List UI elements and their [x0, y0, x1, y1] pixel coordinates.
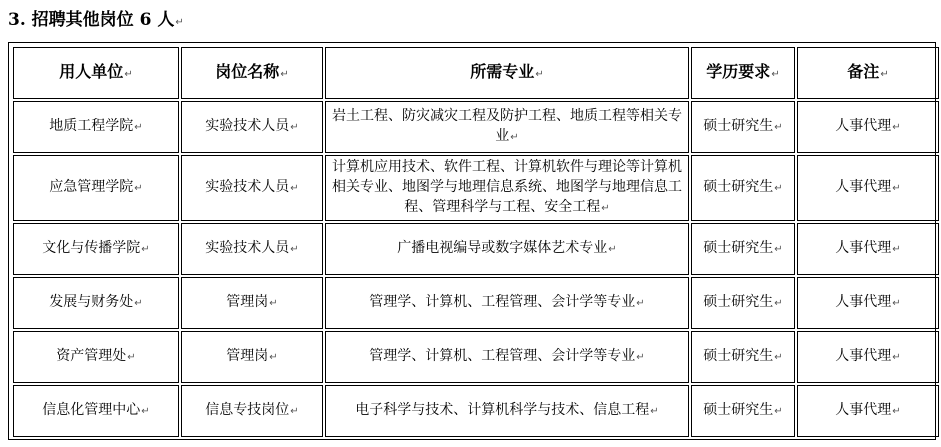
cell-major: 岩土工程、防灾减灾工程及防护工程、地质工程等相关专业↵ [325, 101, 689, 153]
cell-note: 人事代理↵ [797, 223, 939, 275]
column-header-major: 所需专业↵ [325, 47, 689, 99]
section-heading [8, 8, 184, 35]
column-header-note: 备注↵ [797, 47, 939, 99]
cell-major: 管理学、计算机、工程管理、会计学等专业↵ [325, 277, 689, 329]
cell-position: 管理岗↵ [181, 277, 323, 329]
cell-unit: 资产管理处↵ [13, 331, 179, 383]
table-row [13, 331, 939, 383]
cell-position: 实验技术人员↵ [181, 155, 323, 221]
cell-major: 电子科学与技术、计算机科学与技术、信息工程↵ [325, 385, 689, 437]
cell-unit: 地质工程学院↵ [13, 101, 179, 153]
table-row [13, 155, 939, 221]
cell-major: 广播电视编导或数字媒体艺术专业↵ [325, 223, 689, 275]
recruitment-table-frame [8, 42, 936, 440]
cell-note: 人事代理↵ [797, 331, 939, 383]
cell-degree: 硕士研究生↵ [691, 277, 795, 329]
cell-degree: 硕士研究生↵ [691, 385, 795, 437]
cell-unit: 文化与传播学院↵ [13, 223, 179, 275]
cell-degree: 硕士研究生↵ [691, 101, 795, 153]
table-row [13, 277, 939, 329]
cell-unit: 信息化管理中心↵ [13, 385, 179, 437]
column-header-unit: 用人单位↵ [13, 47, 179, 99]
cell-degree: 硕士研究生↵ [691, 223, 795, 275]
cell-note: 人事代理↵ [797, 385, 939, 437]
cell-position: 信息专技岗位↵ [181, 385, 323, 437]
table-row [13, 223, 939, 275]
cell-note: 人事代理↵ [797, 101, 939, 153]
cell-position: 实验技术人员↵ [181, 101, 323, 153]
cell-position: 管理岗↵ [181, 331, 323, 383]
cell-unit: 发展与财务处↵ [13, 277, 179, 329]
cell-major: 管理学、计算机、工程管理、会计学等专业↵ [325, 331, 689, 383]
cell-note: 人事代理↵ [797, 277, 939, 329]
table-row [13, 101, 939, 153]
cell-position: 实验技术人员↵ [181, 223, 323, 275]
cell-major: 计算机应用技术、软件工程、计算机软件与理论等计算机相关专业、地图学与地理信息系统、地图学与地理信息工程、管理科学与工程、安全工程↵ [325, 155, 689, 221]
cell-degree: 硕士研究生↵ [691, 155, 795, 221]
cell-degree: 硕士研究生↵ [691, 331, 795, 383]
paragraph-mark-icon: ↵ [175, 17, 184, 28]
column-header-degree: 学历要求↵ [691, 47, 795, 99]
section-heading-text: 3. 招聘其他岗位 6 人 [8, 10, 175, 30]
cell-note: 人事代理↵ [797, 155, 939, 221]
cell-unit: 应急管理学院↵ [13, 155, 179, 221]
table-row [13, 385, 939, 437]
table-header-row [13, 47, 939, 99]
column-header-position: 岗位名称↵ [181, 47, 323, 99]
recruitment-table [11, 45, 941, 439]
